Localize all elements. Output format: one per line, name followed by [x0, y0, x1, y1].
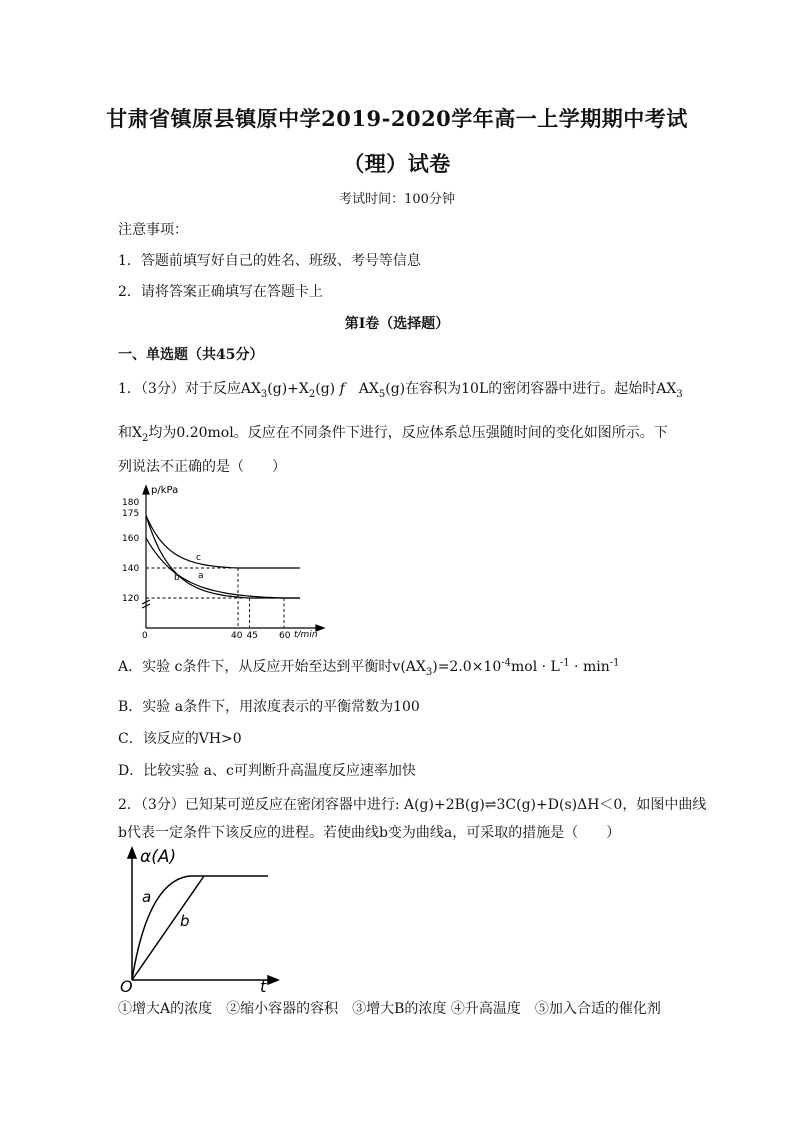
x-tick-label: 45 — [246, 631, 258, 640]
q2-line-2: b代表一定条件下该反应的进程。若使曲线b变为曲线a，可采取的措施是（ ） — [118, 825, 621, 841]
series-a-line — [146, 516, 300, 599]
y-axis-label: p/kPa — [151, 485, 179, 496]
x-tick-label: 0 — [142, 631, 148, 640]
y-tick-label: 120 — [122, 594, 140, 604]
pressure-time-chart — [118, 480, 333, 640]
title-line-2: （理）试卷 — [343, 151, 451, 176]
q2-options: ①增大A的浓度 ②缩小容器的容积 ③增大B的浓度 ④升高温度 ⑤加入合适的催化剂 — [118, 1001, 661, 1017]
x-tick-label: 40 — [231, 631, 243, 640]
origin-label: O — [120, 977, 133, 995]
q1-line-2: 和$X_2$均为0.20mol。反应在不同条件下进行，反应体系总压强随时间的变化如图所示。下 — [118, 425, 668, 444]
section-title: 一、单选题（共45分） — [118, 347, 264, 363]
y-axis-arrow — [143, 486, 149, 494]
y-tick-label: 140 — [122, 564, 140, 574]
title-line-1: 甘肃省镇原县镇原中学2019-2020学年高一上学期期中考试 — [106, 106, 688, 131]
q1-option-c: C．该反应的VH>0 — [118, 731, 242, 747]
q1-option-b: B．实验 a条件下，用浓度表示的平衡常数为100 — [118, 699, 420, 715]
q1-option-a: A．实验 c条件下，从反应开始至达到平衡时$v(AX_3)=2.0\times 10^{-4}mol \cdot L^{-1} \cdot \min^{-1}$ — [118, 657, 620, 678]
series-c-line — [146, 516, 300, 569]
x-axis-label: t — [260, 977, 267, 995]
q1-option-d: D．比较实验 a、c可判断升高温度反应速率加快 — [118, 763, 416, 779]
notes-header: 注意事项： — [118, 222, 188, 238]
x-axis-arrow — [268, 976, 278, 984]
part-title: 第I卷（选择题） — [344, 316, 450, 332]
series-c-label: c — [196, 553, 201, 563]
series-b-label: b — [174, 573, 180, 583]
curve-a-label: a — [142, 888, 152, 906]
q1-line-1: 1．（3分）对于反应$AX_3(g)+X_2(g)$ f $AX_5(g)$在容积为10L的密闭容器中进行。起始时$AX_3$ — [118, 381, 683, 400]
note-1: 1．答题前填写好自己的姓名、班级、考号等信息 — [118, 253, 421, 269]
q1-line-3: 列说法不正确的是（ ） — [118, 459, 286, 475]
y-tick-label: 160 — [122, 534, 140, 544]
x-tick-label: 60 — [279, 631, 291, 640]
series-a-label: a — [198, 571, 204, 581]
note-2: 2．请将答案正确填写在答题卡上 — [118, 284, 323, 300]
x-axis-label: t/min — [294, 630, 318, 640]
curve-b-label: b — [180, 912, 190, 930]
y-tick-label: 180 — [122, 498, 140, 508]
exam-time: 考试时间：100分钟 — [339, 192, 455, 207]
conversion-time-chart — [118, 840, 283, 995]
curve-a — [132, 876, 268, 980]
y-axis-label: α(A) — [140, 847, 177, 867]
y-tick-label: 175 — [122, 509, 140, 519]
q2-line-1: 2．（3分）已知某可逆反应在密闭容器中进行: A(g)+2B(g)⇌3C(g)+D(s)ΔH＜0，如图中曲线 — [118, 797, 707, 813]
y-axis-arrow — [128, 848, 136, 858]
